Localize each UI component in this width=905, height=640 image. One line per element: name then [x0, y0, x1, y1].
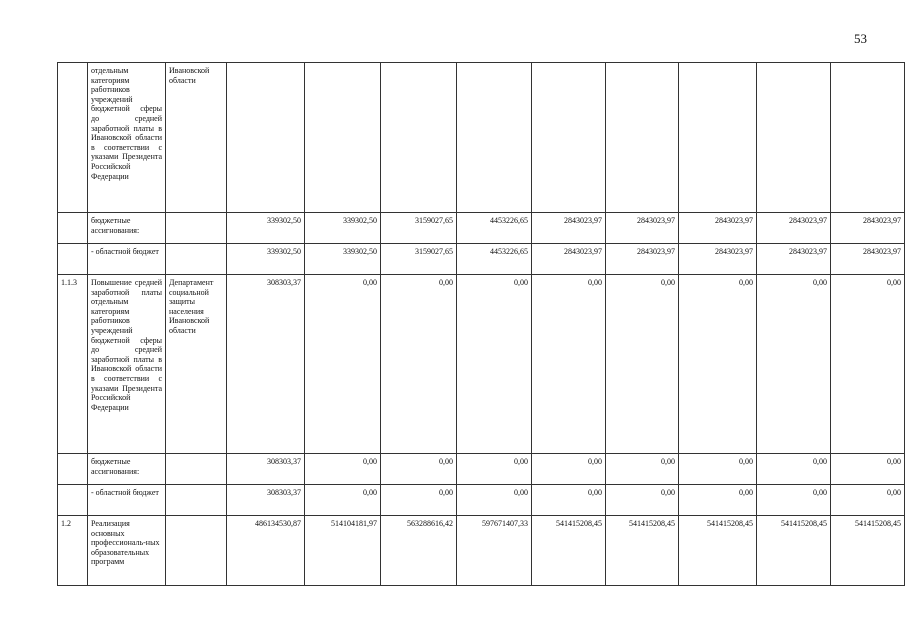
row-code: 1.2 — [58, 516, 88, 586]
value-cell: 0,00 — [679, 454, 757, 485]
row-executor — [166, 213, 227, 244]
value-cell: 308303,37 — [227, 275, 305, 454]
value-cell: 0,00 — [679, 275, 757, 454]
value-cell: 541415208,45 — [757, 516, 831, 586]
value-cell: 0,00 — [305, 454, 381, 485]
value-cell — [457, 63, 532, 213]
table-row — [58, 63, 905, 213]
row-code — [58, 454, 88, 485]
value-cell: 308303,37 — [227, 454, 305, 485]
value-cell — [381, 63, 457, 213]
value-cell: 0,00 — [606, 454, 679, 485]
row-code — [58, 213, 88, 244]
value-cell: 541415208,45 — [679, 516, 757, 586]
value-cell — [532, 63, 606, 213]
row-name: - областной бюджет — [88, 244, 166, 275]
value-cell: 2843023,97 — [606, 213, 679, 244]
row-name: - областной бюджет — [88, 485, 166, 516]
table-row — [58, 244, 905, 275]
value-cell — [757, 63, 831, 213]
value-cell — [227, 63, 305, 213]
value-cell: 4453226,65 — [457, 244, 532, 275]
value-cell: 2843023,97 — [606, 244, 679, 275]
row-name: бюджетные ассигнования: — [88, 454, 166, 485]
value-cell: 0,00 — [457, 485, 532, 516]
value-cell: 0,00 — [381, 275, 457, 454]
table-row — [58, 485, 905, 516]
value-cell: 0,00 — [831, 485, 905, 516]
row-code: 1.1.3 — [58, 275, 88, 454]
value-cell: 2843023,97 — [532, 213, 606, 244]
table-row — [58, 275, 905, 454]
value-cell: 0,00 — [679, 485, 757, 516]
value-cell: 339302,50 — [227, 244, 305, 275]
row-executor — [166, 244, 227, 275]
value-cell: 339302,50 — [227, 213, 305, 244]
table-row — [58, 454, 905, 485]
value-cell: 2843023,97 — [532, 244, 606, 275]
value-cell: 0,00 — [305, 485, 381, 516]
value-cell: 541415208,45 — [532, 516, 606, 586]
row-name: Повышение средней заработной платы отдельным категориям работников учреждений бюджетной сферы до средней заработной платы в Ивановской области в соответствии с указами Президента Российской Федерации — [88, 275, 166, 454]
row-executor — [166, 454, 227, 485]
value-cell: 0,00 — [532, 454, 606, 485]
value-cell: 3159027,65 — [381, 244, 457, 275]
table-row — [58, 516, 905, 586]
row-executor — [166, 516, 227, 586]
value-cell: 0,00 — [757, 275, 831, 454]
value-cell: 0,00 — [831, 454, 905, 485]
row-executor: Департамент социальной защиты населения Ивановской области — [166, 275, 227, 454]
value-cell: 339302,50 — [305, 244, 381, 275]
value-cell: 2843023,97 — [831, 244, 905, 275]
row-code — [58, 485, 88, 516]
row-code — [58, 63, 88, 213]
value-cell: 2843023,97 — [679, 244, 757, 275]
value-cell: 0,00 — [606, 485, 679, 516]
value-cell: 0,00 — [757, 485, 831, 516]
value-cell: 0,00 — [532, 275, 606, 454]
value-cell: 0,00 — [606, 275, 679, 454]
value-cell: 541415208,45 — [831, 516, 905, 586]
value-cell: 2843023,97 — [679, 213, 757, 244]
value-cell: 486134530,87 — [227, 516, 305, 586]
value-cell: 2843023,97 — [757, 213, 831, 244]
value-cell: 514104181,97 — [305, 516, 381, 586]
value-cell: 3159027,65 — [381, 213, 457, 244]
value-cell — [679, 63, 757, 213]
budget-table — [57, 62, 905, 586]
value-cell — [606, 63, 679, 213]
table-row — [58, 213, 905, 244]
value-cell — [831, 63, 905, 213]
value-cell: 0,00 — [532, 485, 606, 516]
value-cell: 0,00 — [457, 454, 532, 485]
value-cell: 0,00 — [381, 454, 457, 485]
value-cell: 563288616,42 — [381, 516, 457, 586]
value-cell: 0,00 — [831, 275, 905, 454]
value-cell: 4453226,65 — [457, 213, 532, 244]
value-cell: 339302,50 — [305, 213, 381, 244]
row-name: Реализация основных профессиональ-ных образовательных программ — [88, 516, 166, 586]
value-cell: 0,00 — [757, 454, 831, 485]
row-code — [58, 244, 88, 275]
value-cell: 308303,37 — [227, 485, 305, 516]
value-cell: 2843023,97 — [757, 244, 831, 275]
page-number: 53 — [854, 31, 867, 46]
row-executor — [166, 485, 227, 516]
value-cell — [305, 63, 381, 213]
value-cell: 0,00 — [305, 275, 381, 454]
value-cell: 541415208,45 — [606, 516, 679, 586]
value-cell: 0,00 — [381, 485, 457, 516]
value-cell: 597671407,33 — [457, 516, 532, 586]
row-executor: Ивановской области — [166, 63, 227, 213]
row-name: отдельным категориям работников учреждений бюджетной сферы до средней заработной платы в Ивановской области в соответствии с указами Президента Российской Федерации — [88, 63, 166, 213]
value-cell: 2843023,97 — [831, 213, 905, 244]
row-name: бюджетные ассигнования: — [88, 213, 166, 244]
value-cell: 0,00 — [457, 275, 532, 454]
